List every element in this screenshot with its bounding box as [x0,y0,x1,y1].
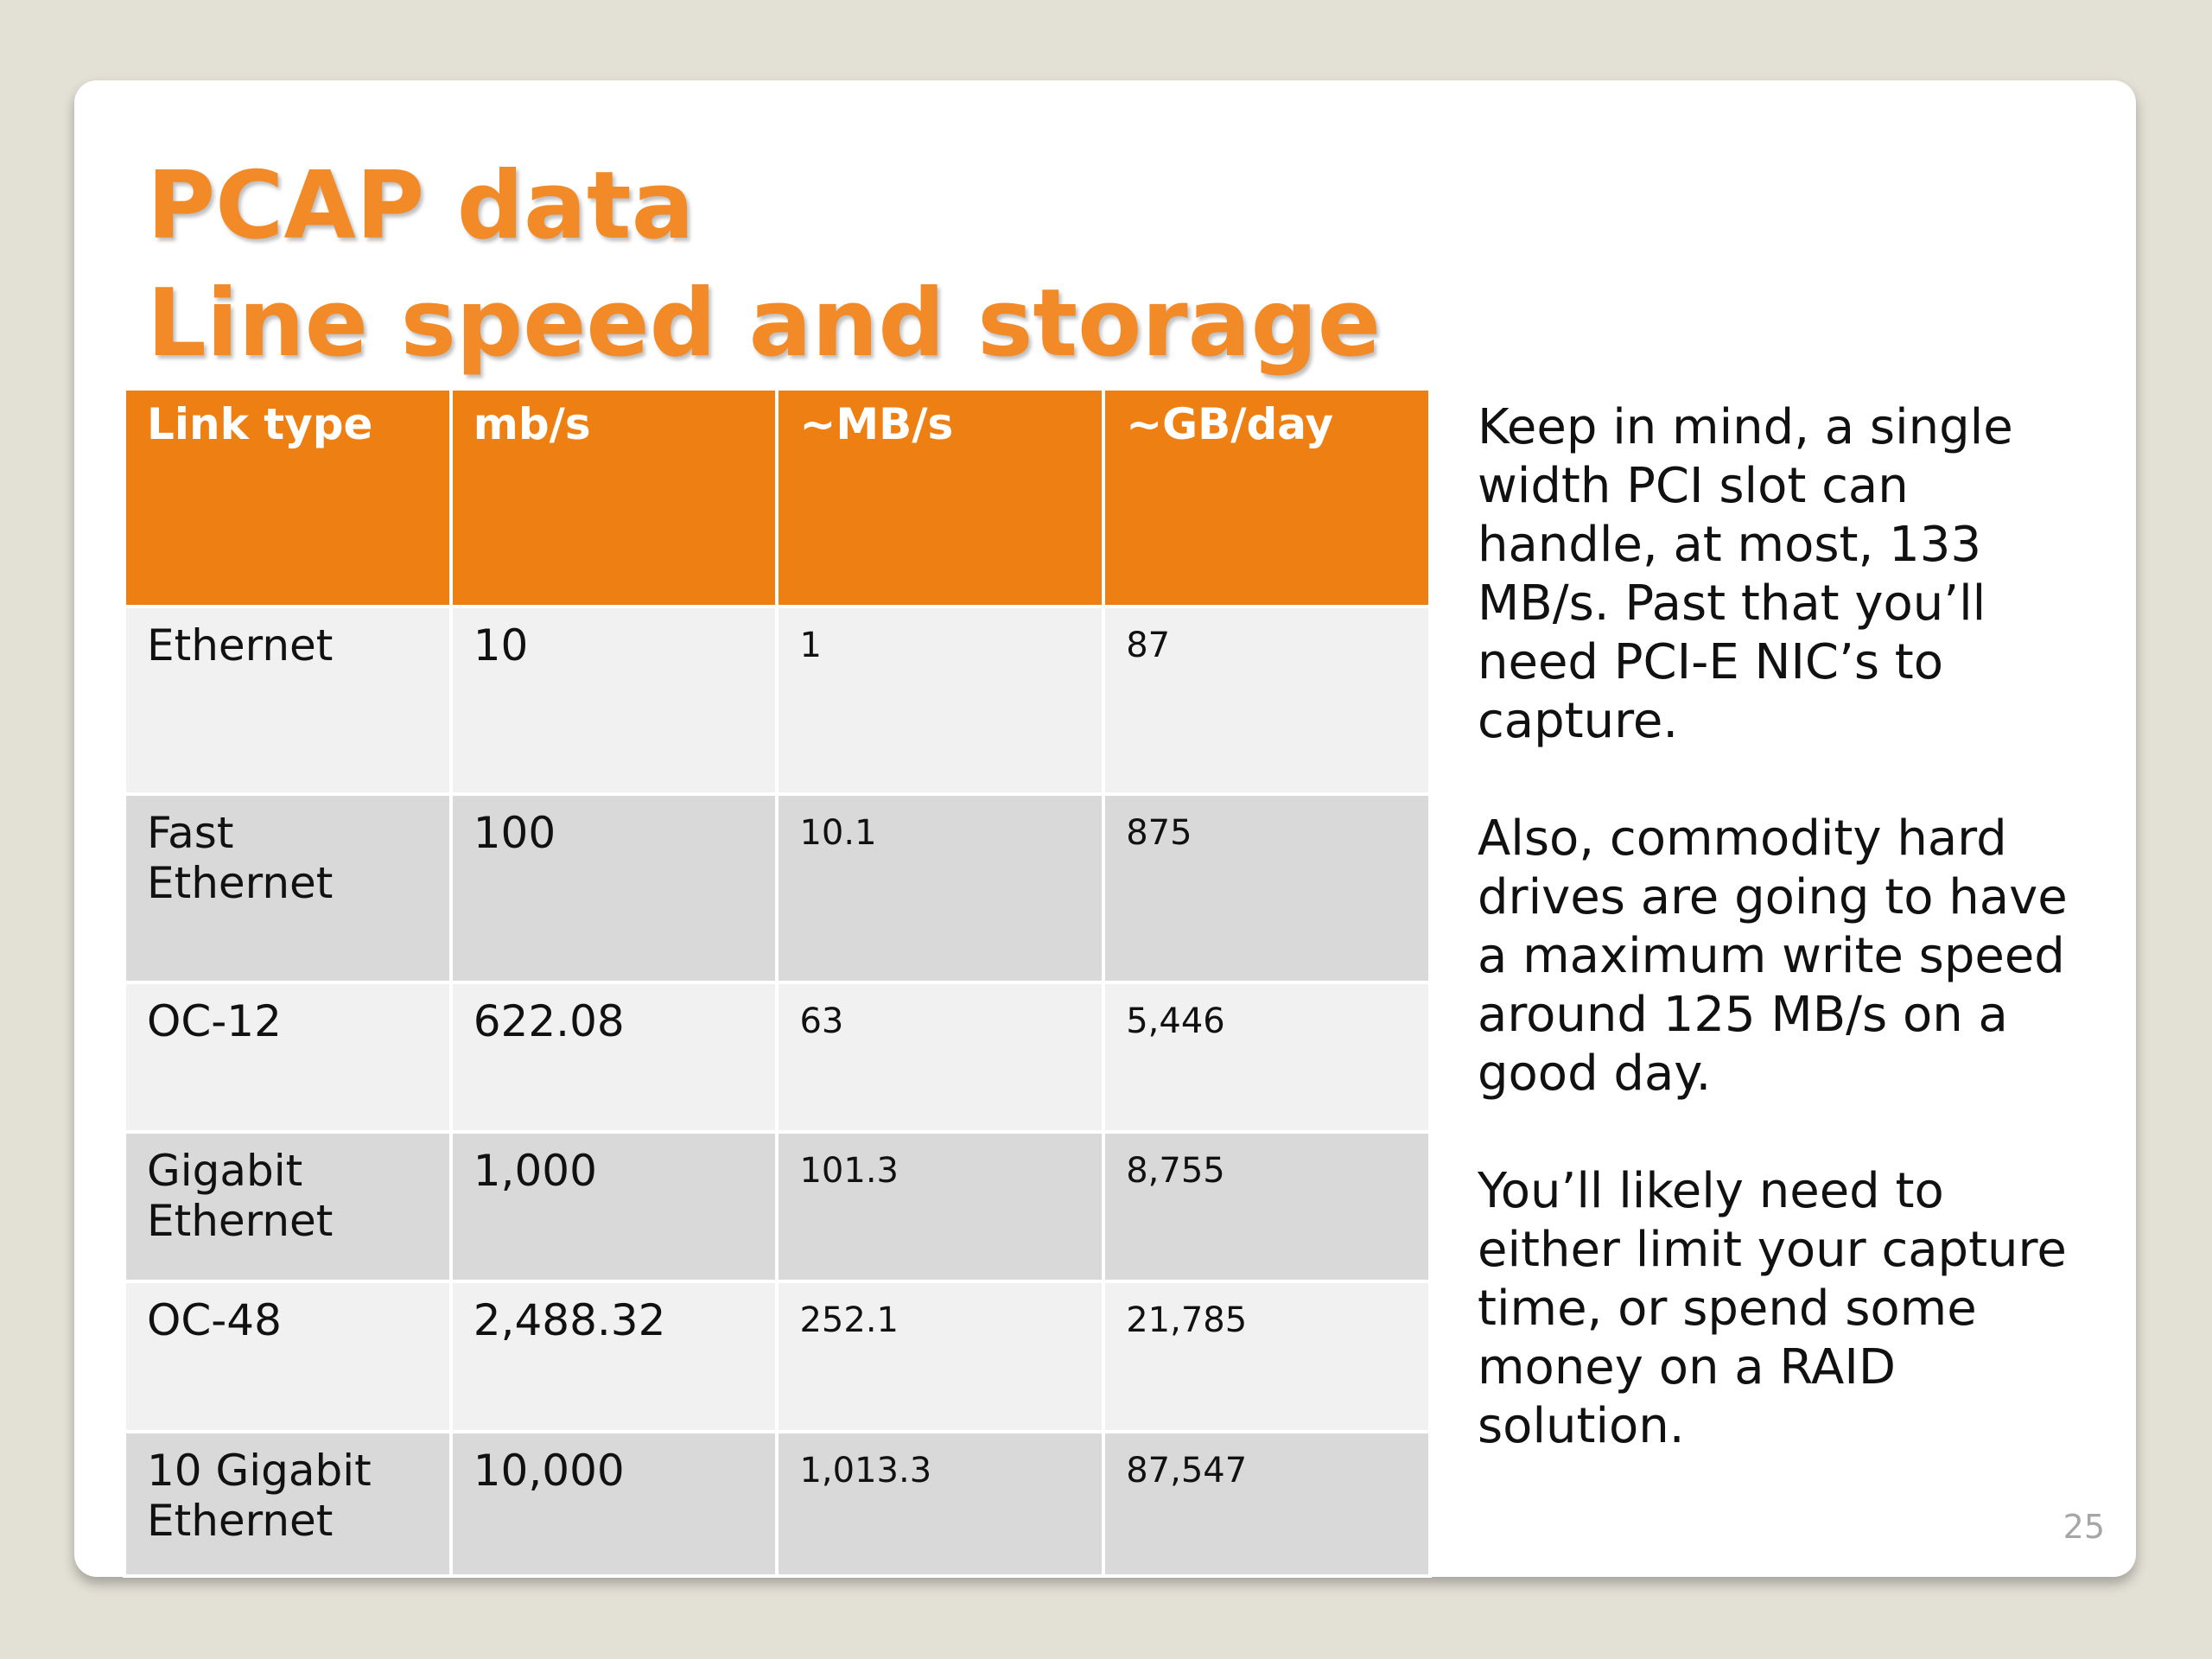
cell-link-type: OC-12 [124,982,451,1132]
cell-mbit-per-sec: 622.08 [451,982,778,1132]
cell-mbyte-per-sec: 63 [777,982,1103,1132]
cell-link-type: Ethernet [124,607,451,794]
table-header-row [124,389,1430,607]
title-line-2: Line speed and storage [147,270,1382,378]
header-gb-per-day: ~GB/day [1103,389,1430,607]
table-row [124,982,1430,1132]
cell-gb-per-day: 5,446 [1103,982,1430,1132]
cell-gb-per-day: 21,785 [1103,1281,1430,1432]
slide-title [147,148,1381,383]
cell-link-type: Fast Ethernet [124,794,451,982]
table-row [124,794,1430,982]
note-hard-drives: Also, commodity hard drives are going to have a maximum write speed around 125 MB/s on a good day. [1478,810,2068,1102]
header-link-type: Link type [124,389,451,607]
speaker-notes [1478,398,2082,1515]
title-line-1: PCAP data [147,152,695,260]
cell-mbit-per-sec: 10 [451,607,778,794]
cell-mbyte-per-sec: 252.1 [777,1281,1103,1432]
cell-gb-per-day: 87,547 [1103,1432,1430,1576]
cell-gb-per-day: 87 [1103,607,1430,794]
cell-gb-per-day: 875 [1103,794,1430,982]
cell-link-type: Gigabit Ethernet [124,1132,451,1281]
table-row [124,1132,1430,1281]
table-row [124,1432,1430,1576]
cell-mbyte-per-sec: 1 [777,607,1103,794]
cell-link-type: OC-48 [124,1281,451,1432]
note-pci-slot: Keep in mind, a single width PCI slot can handle, at most, 133 MB/s. Past that you’ll need PCI-E NIC’s to capture. [1478,399,2013,749]
page-number: 25 [2063,1508,2105,1546]
cell-mbyte-per-sec: 101.3 [777,1132,1103,1281]
cell-mbyte-per-sec: 1,013.3 [777,1432,1103,1576]
table-row [124,607,1430,794]
header-mbit-per-sec: mb/s [451,389,778,607]
note-capture-time: You’ll likely need to either limit your capture time, or spend some money on a RAID solution. [1478,1163,2067,1454]
table-row [124,1281,1430,1432]
cell-mbit-per-sec: 1,000 [451,1132,778,1281]
line-speed-table [123,387,1432,1578]
header-mbyte-per-sec: ~MB/s [777,389,1103,607]
cell-mbyte-per-sec: 10.1 [777,794,1103,982]
cell-link-type: 10 Gigabit Ethernet [124,1432,451,1576]
cell-mbit-per-sec: 2,488.32 [451,1281,778,1432]
cell-mbit-per-sec: 100 [451,794,778,982]
cell-mbit-per-sec: 10,000 [451,1432,778,1576]
slide [74,80,2136,1577]
cell-gb-per-day: 8,755 [1103,1132,1430,1281]
